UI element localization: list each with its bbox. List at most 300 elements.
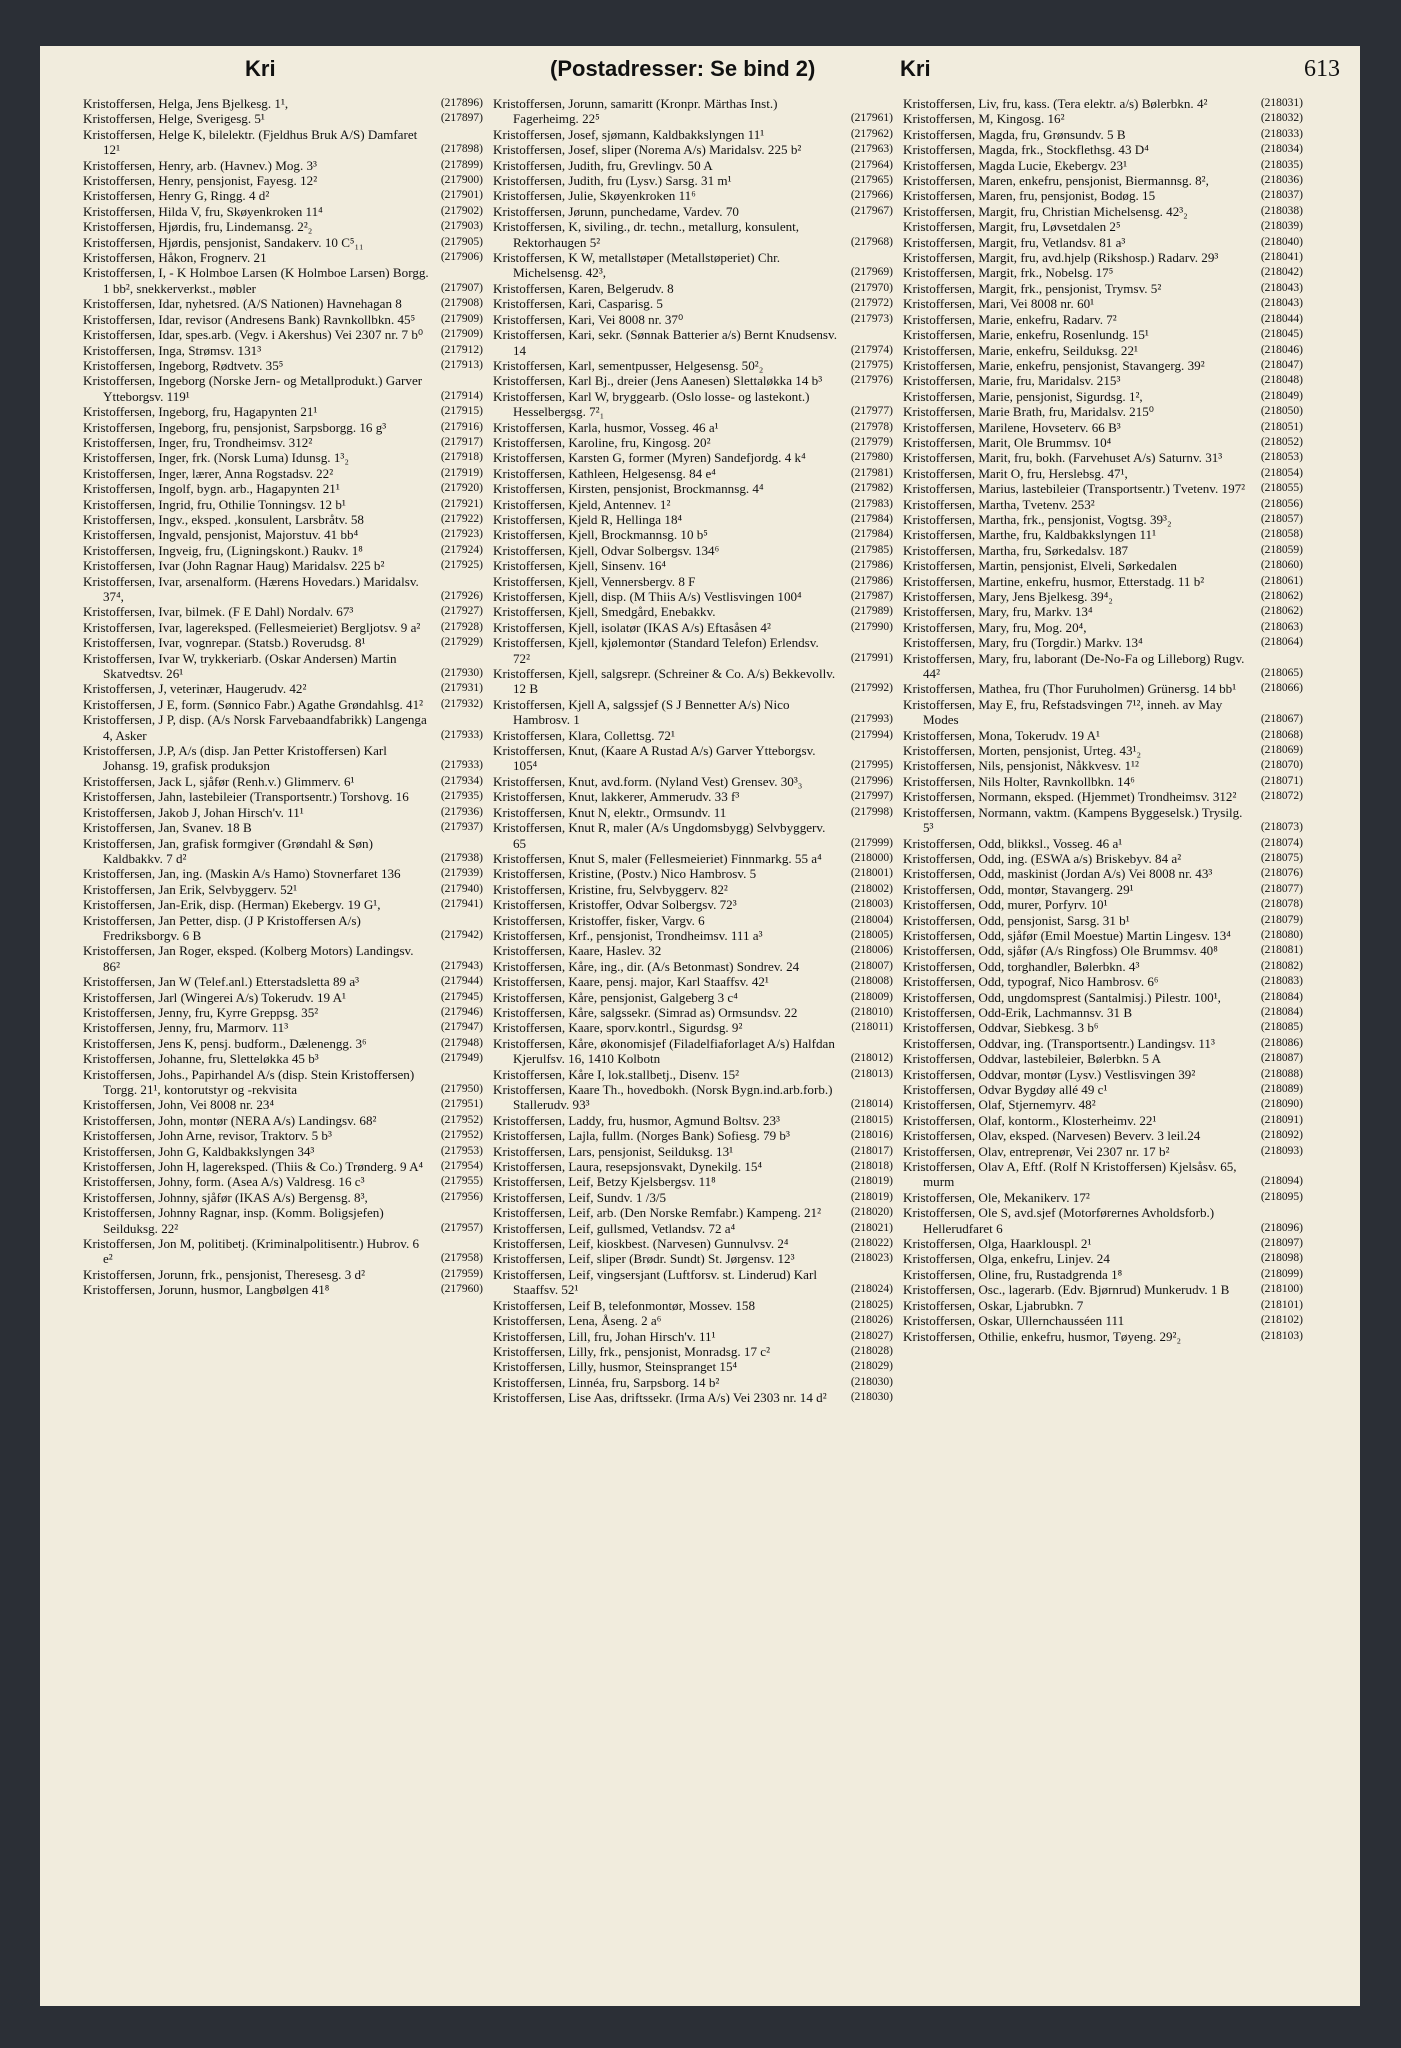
entry-phone-code: (217944) [440,975,483,988]
directory-entry [83,743,483,774]
entry-phone-code: (217912) [440,343,483,356]
entry-text: Kristoffersen, John, montør (NERA A/s) Landingsv. 68² [83,1112,377,1128]
entry-phone-code: (218084) [1260,1005,1303,1018]
entry-phone-code: (218024) [850,1283,893,1296]
directory-entry [493,1159,893,1174]
entry-text: Kristoffersen, Maren, fru, pensjonist, Bodøg. 15 [903,188,1156,204]
directory-entry [83,1097,483,1112]
entry-text: Kristoffersen, Normann, vaktm. (Kampens Byggeselsk.) Trysilg. 5³ [903,804,1243,836]
entry-phone-code: (218033) [1260,127,1303,140]
entry-text: Kristoffersen, Odd, maskinist (Jordan A/s) Vei 8008 nr. 43³ [903,866,1213,882]
entry-text: Kristoffersen, Oddvar, ing. (Transportsentr.) Landingsv. 11³ [903,1035,1215,1051]
directory-entry [493,497,893,512]
entry-phone-code: (218017) [850,1144,893,1157]
entry-phone-code: (217938) [440,851,483,864]
entry-phone-code: (218001) [850,867,893,880]
entry-text: Kristoffersen, Inga, Strømsv. 131³ [83,342,262,358]
entry-text: Kristoffersen, Kristoffer, fisker, Vargv. 6 [493,912,705,928]
directory-entry [83,543,483,558]
entry-text: Kristoffersen, Kristine, (Postv.) Nico Hambrosv. 5 [493,866,757,882]
entry-phone-code: (218058) [1260,528,1303,541]
entry-text: Kristoffersen, Marit O, fru, Herslebsg. 47¹, [903,465,1128,481]
entry-phone-code: (218067) [1260,713,1303,726]
entry-phone-code: (218029) [850,1360,893,1373]
directory-entry [83,1236,483,1267]
entry-phone-code: (218059) [1260,543,1303,556]
entry-phone-code: (218016) [850,1129,893,1142]
entry-phone-code: (218046) [1260,343,1303,356]
entry-phone-code: (217913) [440,358,483,371]
entry-text: Kristoffersen, Ingeborg, fru, Hagapynten 21¹ [83,404,318,420]
entry-text: Kristoffersen, Marie, pensjonist, Sigurdsg. 1², [903,388,1143,404]
directory-entry [493,512,893,527]
entry-text: Kristoffersen, Jan Erik, Selvbyggerv. 52¹ [83,881,298,897]
entry-phone-code: (217987) [850,590,893,602]
entry-phone-code: (217983) [850,497,893,510]
entry-phone-code: (218057) [1260,512,1303,525]
entry-text: Kristoffersen, Kjeld R, Hellinga 18⁴ [493,511,683,527]
entry-text: Kristoffersen, Jahn, lastebileier (Transportsentr.) Torshovg. 16 [83,789,409,805]
entry-text: Kristoffersen, Mary, fru (Torgdir.) Markv. 13⁴ [903,635,1143,651]
directory-entry [83,913,483,944]
directory-entry [903,943,1303,958]
entry-text: Kristoffersen, Oline, fru, Rustadgrenda 1⁸ [903,1266,1123,1282]
entry-text: Kristoffersen, Olga, enkefru, Linjev. 24 [903,1251,1110,1267]
directory-entry [493,96,893,127]
directory-entry [903,774,1303,789]
directory-entry [903,604,1303,619]
directory-entry [83,296,483,311]
entry-text: Kristoffersen, Margit, fru, Christian Michelsensg. 42³₂ [903,203,1188,219]
directory-entry [493,1128,893,1143]
entry-text: Kristoffersen, Josef, sliper (Norema A/s) Maridalsv. 225 b² [493,142,802,158]
entry-phone-code: (217999) [850,836,893,849]
entry-phone-code: (217981) [850,466,893,479]
entry-phone-code: (218050) [1260,405,1303,418]
directory-entry [903,990,1303,1005]
directory-entry [903,1329,1303,1344]
entry-text: Kristoffersen, Marie, enkefru, Seilduksg. 22¹ [903,342,1138,358]
directory-entry [83,497,483,512]
directory-entry [903,1067,1303,1082]
directory-entry [493,697,893,728]
directory-entry [83,1036,483,1051]
entry-text: Kristoffersen, Mary, fru, Mog. 20⁴, [903,619,1087,635]
entry-phone-code: (217963) [850,143,893,156]
entry-phone-code: (217961) [850,112,893,125]
entry-text: Kristoffersen, Hjørdis, pensjonist, Sandakerv. 10 C⁵₁₁ [83,234,364,250]
entry-phone-code: (218013) [850,1067,893,1080]
directory-entry [83,1051,483,1066]
entry-phone-code: (218076) [1260,867,1303,880]
entry-phone-code: (218000) [850,851,893,864]
entry-phone-code: (217933) [440,728,483,741]
directory-entry [903,1113,1303,1128]
entry-phone-code: (218025) [850,1298,893,1311]
entry-text: Kristoffersen, Ole, Mekanikerv. 17² [903,1189,1090,1205]
entry-text: Kristoffersen, Leif, sliper (Brødr. Sundt) St. Jørgensv. 12³ [493,1251,795,1267]
entry-text: Kristoffersen, Johnny Ragnar, insp. (Komm. Boligsjefen) Seilduksg. 22² [83,1205,384,1236]
directory-entry [83,620,483,635]
entry-text: Kristoffersen, Leif, gullsmed, Vetlandsv. 72 a⁴ [493,1220,736,1236]
directory-entry [493,990,893,1005]
entry-text: Kristoffersen, Kjell, Brockmannsg. 10 b⁵ [493,527,708,543]
entry-text: Kristoffersen, Kjell, kjølemontør (Standard Telefon) Erlendsv. 72² [493,635,819,666]
entry-phone-code: (218034) [1260,143,1303,156]
entry-text: Kristoffersen, Jan, ing. (Maskin A/s Hamo) Stovnerfaret 136 [83,866,401,882]
entry-text: Kristoffersen, Inger, fru, Trondheimsv. 312² [83,434,313,450]
directory-entry [83,974,483,989]
entry-phone-code: (218018) [850,1160,893,1173]
entry-text: Kristoffersen, Marie, enkefru, Rosenlundg. 15¹ [903,327,1149,343]
entry-text: Kristoffersen, Olaf, Stjernemyrv. 48² [903,1097,1096,1113]
entry-text: Kristoffersen, Ingveig, fru, (Ligningskont.) Raukv. 1⁸ [83,542,363,558]
entry-phone-code: (218015) [850,1113,893,1126]
entry-phone-code: (217901) [440,189,483,202]
entry-text: Kristoffersen, Kirsten, pensjonist, Brockmannsg. 4⁴ [493,481,764,497]
entry-phone-code: (217997) [850,790,893,803]
entry-phone-code: (218086) [1260,1036,1303,1049]
entry-text: Kristoffersen, Nils Holter, Ravnkollbkn. 14⁶ [903,773,1135,789]
entry-text: Kristoffersen, Normann, eksped. (Hjemmet) Trondheimsv. 312² [903,789,1237,805]
entry-text: Kristoffersen, Kristoffer, Odvar Solbergsv. 72³ [493,897,737,913]
directory-entry [83,373,483,404]
entry-phone-code: (217898) [440,143,483,156]
entry-text: Kristoffersen, Marie, enkefru, Radarv. 7² [903,311,1117,327]
entry-text: Kristoffersen, Kaare, pensj. major, Karl Staaffsv. 42¹ [493,974,769,990]
directory-entry [903,343,1303,358]
entry-text: Kristoffersen, Julie, Skøyenkroken 11⁶ [493,188,696,204]
entry-text: Kristoffersen, Lars, pensjonist, Seilduksg. 13¹ [493,1143,734,1159]
entry-text: Kristoffersen, Josef, sjømann, Kaldbakkslyngen 11¹ [493,126,765,142]
entry-text: Kristoffersen, Magda, fru, Grønsundv. 5 B [903,126,1126,142]
entry-text: Kristoffersen, Jan W (Telef.anl.) Etterstadsletta 89 a³ [83,974,360,990]
entry-phone-code: (218093) [1260,1144,1303,1157]
entry-text: Kristoffersen, Kari, sekr. (Sønnak Batterier a/s) Bernt Knudsensv. 14 [493,327,837,358]
entry-phone-code: (217946) [440,1005,483,1018]
entry-phone-code: (217903) [440,220,483,233]
entry-phone-code: (218102) [1260,1314,1303,1327]
directory-entry [493,1082,893,1113]
entry-text: Kristoffersen, Oddvar, Siebkesg. 3 b⁶ [903,1020,1099,1036]
entry-phone-code: (218101) [1260,1298,1303,1311]
directory-entry [903,481,1303,496]
entry-text: Kristoffersen, Jan-Erik, disp. (Herman) Ekebergv. 19 G¹, [83,897,381,913]
directory-entry [493,250,893,281]
directory-entry [903,527,1303,542]
directory-entry [83,820,483,835]
entry-text: Kristoffersen, Marie, enkefru, pensjonist, Stavangerg. 39² [903,357,1205,373]
entry-phone-code: (218083) [1260,975,1303,988]
entry-phone-code: (218072) [1260,790,1303,803]
directory-entry [83,435,483,450]
directory-entry [493,420,893,435]
entry-phone-code: (217989) [850,605,893,618]
entry-phone-code: (218011) [851,1021,893,1034]
directory-entry [903,327,1303,342]
directory-entry [493,204,893,219]
directory-entry [903,312,1303,327]
directory-entry [903,420,1303,435]
header-left-key: Kri [245,56,276,81]
entry-text: Kristoffersen, Ivar W, trykkeriarb. (Oskar Andersen) Martin Skatvedtsv. 26¹ [83,650,397,682]
directory-entry [493,127,893,142]
directory-entry [493,281,893,296]
entry-text: Kristoffersen, Margit, fru, Løvsetdalen 2⁵ [903,219,1121,235]
entry-phone-code: (217934) [440,774,483,787]
entry-phone-code: (218026) [850,1314,893,1327]
directory-entry [83,265,483,296]
directory-entry [903,851,1303,866]
directory-entry [83,836,483,867]
directory-entry [903,959,1303,974]
entry-text: Kristoffersen, J E, form. (Sønnico Fabr.) Agathe Grøndahlsg. 41² [83,696,424,712]
entry-phone-code: (218052) [1260,435,1303,448]
entry-phone-code: (217995) [850,759,893,772]
directory-entry [903,512,1303,527]
entry-text: Kristoffersen, Olga, Haarklouspl. 2¹ [903,1236,1092,1252]
directory-entry [493,312,893,327]
directory-entry [493,1174,893,1189]
entry-text: Kristoffersen, Helge, Sverigesg. 5¹ [83,111,265,127]
entry-phone-code: (218091) [1260,1113,1303,1126]
entry-text: Kristoffersen, Leif, kioskbest. (Narvesen) Gunnulvsv. 2⁴ [493,1236,789,1252]
directory-entry [83,512,483,527]
entry-text: Kristoffersen, Osc., lagerarb. (Edv. Bjørnrud) Munkerudv. 1 B [903,1282,1230,1298]
entry-phone-code: (218062) [1260,590,1303,602]
directory-entry [83,897,483,912]
entry-text: Kristoffersen, Oskar, Ljabrubkn. 7 [903,1297,1084,1313]
entry-text: Kristoffersen, Linnéa, fru, Sarpsborg. 14 b² [493,1374,720,1390]
entry-text: Kristoffersen, Kåre I, lok.stallbetj., Disenv. 15² [493,1066,740,1082]
entry-phone-code: (217992) [850,682,893,695]
entry-text: Kristoffersen, Karoline, fru, Kingosg. 20² [493,434,711,450]
entry-phone-code: (218049) [1260,389,1303,402]
entry-text: Kristoffersen, Ingeborg, Rødtvetv. 35⁵ [83,357,284,373]
entry-text: Kristoffersen, Judith, fru, Grevlingv. 50 A [493,157,713,173]
directory-entry [903,173,1303,188]
directory-entry [903,558,1303,573]
directory-entry [83,604,483,619]
entry-phone-code: (217956) [440,1190,483,1203]
directory-entry [903,1313,1303,1328]
entry-text: Kristoffersen, Kjell, Vennersbergv. 8 F [493,573,696,589]
entry-phone-code: (217928) [440,620,483,633]
entry-text: Kristoffersen, Marie Brath, fru, Maridalsv. 215⁰ [903,404,1155,420]
entry-text: Kristoffersen, Karl Bj., dreier (Jens Aanesen) Slettaløkka 14 b³ [493,373,823,389]
entry-text: Kristoffersen, John G, Kaldbakkslyngen 34³ [83,1143,315,1159]
entry-text: Kristoffersen, Lill, fru, Johan Hirsch'v. 11¹ [493,1328,716,1344]
directory-entry [493,897,893,912]
entry-text: Kristoffersen, Marit, fru, bokh. (Farvehuset A/s) Saturnv. 31³ [903,450,1223,466]
entry-text: Kristoffersen, Martha, frk., pensjonist, Vogtsg. 39³₂ [903,511,1172,527]
directory-entry [903,836,1303,851]
directory-entry [493,1344,893,1359]
entry-text: Kristoffersen, Odd, typograf, Nico Hambrosv. 6⁶ [903,974,1159,990]
column-3 [903,96,1303,1344]
directory-entry [493,358,893,373]
entry-phone-code: (218008) [850,975,893,988]
entry-phone-code: (218055) [1260,482,1303,495]
entry-text: Kristoffersen, John H, lagereksped. (Thiis & Co.) Trønderg. 9 A⁴ [83,1159,424,1175]
entry-text: Kristoffersen, Leif B, telefonmontør, Mossev. 158 [493,1297,756,1313]
entry-phone-code: (217950) [440,1083,483,1095]
entry-phone-code: (217952) [440,1113,483,1126]
directory-entry [493,1267,893,1298]
directory-entry [903,1267,1303,1282]
directory-entry [83,1205,483,1236]
entry-text: Kristoffersen, Henry G, Ringg. 4 d² [83,188,270,204]
entry-text: Kristoffersen, K W, metallstøper (Metallstøperiet) Chr. Michelsensg. 42³, [493,250,781,281]
entry-text: Kristoffersen, Margit, fru, avd.hjelp (Rikshosp.) Radarv. 29³ [903,250,1219,266]
directory-entry [83,1159,483,1174]
directory-entry [493,389,893,420]
entry-phone-code: (217923) [440,528,483,541]
entry-text: Kristoffersen, Magda Lucie, Ekebergv. 23¹ [903,157,1128,173]
entry-text: Kristoffersen, Ivar, vognrepar. (Statsb.) Roverudsg. 8¹ [83,635,366,651]
entry-phone-code: (217972) [850,297,893,310]
directory-entry [493,173,893,188]
directory-entry [83,327,483,342]
entry-phone-code: (218060) [1260,559,1303,572]
directory-entry [83,1174,483,1189]
entry-phone-code: (218073) [1260,821,1303,834]
entry-text: Kristoffersen, Ingrid, fru, Othilie Tonningsv. 12 b¹ [83,496,346,512]
entry-text: Kristoffersen, Martine, enkefru, husmor, Etterstadg. 11 b² [903,573,1205,589]
entry-text: Kristoffersen, Jenny, fru, Kyrre Greppsg. 35² [83,1004,319,1020]
directory-entry [903,574,1303,589]
entry-text: Kristoffersen, Kåre, økonomisjef (Filadelfiaforlaget A/s) Halfdan Kjerulfsv. 16, 1410 Kolbotn [493,1035,835,1067]
entry-phone-code: (218027) [850,1329,893,1342]
directory-entry [903,188,1303,203]
entry-text: Kristoffersen, I, - K Holmboe Larsen (K Holmboe Larsen) Borgg. 1 bb², snekkerverkst., møbler [83,265,429,296]
entry-phone-code: (217941) [440,898,483,911]
entry-phone-code: (218063) [1260,620,1303,633]
directory-entry [493,1005,893,1020]
directory-entry [903,1082,1303,1097]
entry-phone-code: (217896) [440,97,483,109]
entry-phone-code: (218064) [1260,636,1303,649]
entry-phone-code: (217917) [440,435,483,448]
directory-entry [903,974,1303,989]
entry-text: Kristoffersen, Ivar, lagereksped. (Fellesmeieriet) Bergljotsv. 9 a² [83,619,421,635]
directory-entry [903,589,1303,604]
directory-entry [83,574,483,605]
directory-entry [493,450,893,465]
entry-text: Kristoffersen, Lena, Åseng. 2 a⁶ [493,1313,662,1329]
entry-text: Kristoffersen, Jarl (Wingerei A/s) Tokerudv. 19 A¹ [83,989,346,1005]
directory-entry [493,1205,893,1220]
entry-phone-code: (217985) [850,543,893,556]
entry-phone-code: (218095) [1260,1190,1303,1203]
entry-text: Kristoffersen, Kaare, sporv.kontrl., Sigurdsg. 9² [493,1020,743,1036]
entry-phone-code: (217914) [440,389,483,402]
directory-entry [903,1236,1303,1251]
page-number: 613 [1304,56,1340,82]
directory-entry [83,558,483,573]
entry-text: Kristoffersen, Liv, fru, kass. (Tera elektr. a/s) Bølerbkn. 4² [903,96,1208,111]
entry-phone-code: (217907) [440,281,483,294]
entry-text: Kristoffersen, Knut R, maler (A/s Ungdomsbygg) Selvbyggerv. 65 [493,820,826,851]
entry-phone-code: (217897) [440,112,483,125]
directory-entry [493,527,893,542]
directory-entry [903,882,1303,897]
entry-phone-code: (218022) [850,1237,893,1250]
entry-text: Kristoffersen, Johnny, sjåfør (IKAS A/s) Bergensg. 8³, [83,1189,368,1205]
entry-text: Kristoffersen, Lise Aas, driftssekr. (Irma A/s) Vei 2303 nr. 14 d² [493,1390,827,1406]
entry-phone-code: (218070) [1260,759,1303,772]
entry-phone-code: (217927) [440,605,483,618]
directory-entry [903,250,1303,265]
entry-phone-code: (217953) [440,1144,483,1157]
entry-phone-code: (218002) [850,882,893,895]
directory-entry [493,1359,893,1374]
directory-entry [83,250,483,265]
entry-text: Kristoffersen, Karen, Belgerudv. 8 [493,280,674,296]
entry-phone-code: (218021) [850,1221,893,1234]
directory-entry [493,558,893,573]
entry-phone-code: (218032) [1260,112,1303,125]
entry-text: Kristoffersen, J P, disp. (A/s Norsk Farvebaandfabrikk) Langenga 4, Asker [83,712,427,743]
directory-entry [903,127,1303,142]
directory-entry [83,697,483,712]
directory-entry [493,620,893,635]
directory-entry [903,1298,1303,1313]
entry-text: Kristoffersen, Kåre, pensjonist, Galgeberg 3 c⁴ [493,989,738,1005]
directory-entry [83,343,483,358]
entry-text: Kristoffersen, Idar, spes.arb. (Vegv. i Akershus) Vei 2307 nr. 7 b⁰ [83,327,424,343]
directory-entry [83,1267,483,1282]
entry-text: Kristoffersen, Margit, frk., Nobelsg. 17⁵ [903,265,1114,281]
entry-text: Kristoffersen, Othilie, enkefru, husmor, Tøyeng. 29²₂ [903,1328,1182,1344]
entry-phone-code: (217976) [850,374,893,387]
entry-text: Kristoffersen, Laddy, fru, husmor, Agmund Boltsv. 23³ [493,1112,780,1128]
directory-entry [903,235,1303,250]
entry-text: Kristoffersen, Kjell, Odvar Solbergsv. 134⁶ [493,542,720,558]
entry-text: Kristoffersen, Ingolf, bygn. arb., Hagapynten 21¹ [83,481,340,497]
directory-entry [493,1190,893,1205]
entry-text: Kristoffersen, Jan, Svanev. 18 B [83,820,252,836]
entry-phone-code: (217965) [850,174,893,187]
entry-phone-code: (218065) [1260,667,1303,680]
entry-text: Kristoffersen, Mathea, fru (Thor Furuholmen) Grünersg. 14 bb¹ [903,681,1237,697]
directory-entry [83,420,483,435]
entry-text: Kristoffersen, Henry, pensjonist, Fayesg. 12² [83,173,318,189]
directory-entry [83,404,483,419]
entry-text: Kristoffersen, Odd, torghandler, Bølerbkn. 4³ [903,958,1140,974]
directory-entry [83,158,483,173]
directory-entry [493,728,893,743]
entry-text: Kristoffersen, Karl W, bryggearb. (Oslo losse- og lastekont.) Hesselbergsg. 7²₁ [493,388,810,420]
entry-phone-code: (218048) [1260,374,1303,387]
directory-entry [493,589,893,604]
entry-phone-code: (217905) [440,235,483,248]
entry-phone-code: (218061) [1260,574,1303,587]
directory-entry [903,296,1303,311]
directory-entry [83,358,483,373]
entry-text: Kristoffersen, Marthe, fru, Kaldbakkslyngen 11¹ [903,527,1157,543]
entry-phone-code: (218030) [850,1375,893,1388]
directory-entry [493,481,893,496]
entry-text: Kristoffersen, John Arne, revisor, Traktorv. 5 b³ [83,1128,332,1144]
entry-text: Kristoffersen, Ingeborg (Norske Jern- og Metallprodukt.) Garver Ytteborgsv. 119¹ [83,373,423,404]
directory-entry [83,712,483,743]
entry-text: Kristoffersen, Ingv., eksped. ,konsulent, Larsbråtv. 58 [83,511,364,527]
directory-entry [493,959,893,974]
directory-entry [903,1051,1303,1066]
entry-text: Kristoffersen, Henry, arb. (Havnev.) Mog. 3³ [83,157,317,173]
directory-entry [493,1113,893,1128]
